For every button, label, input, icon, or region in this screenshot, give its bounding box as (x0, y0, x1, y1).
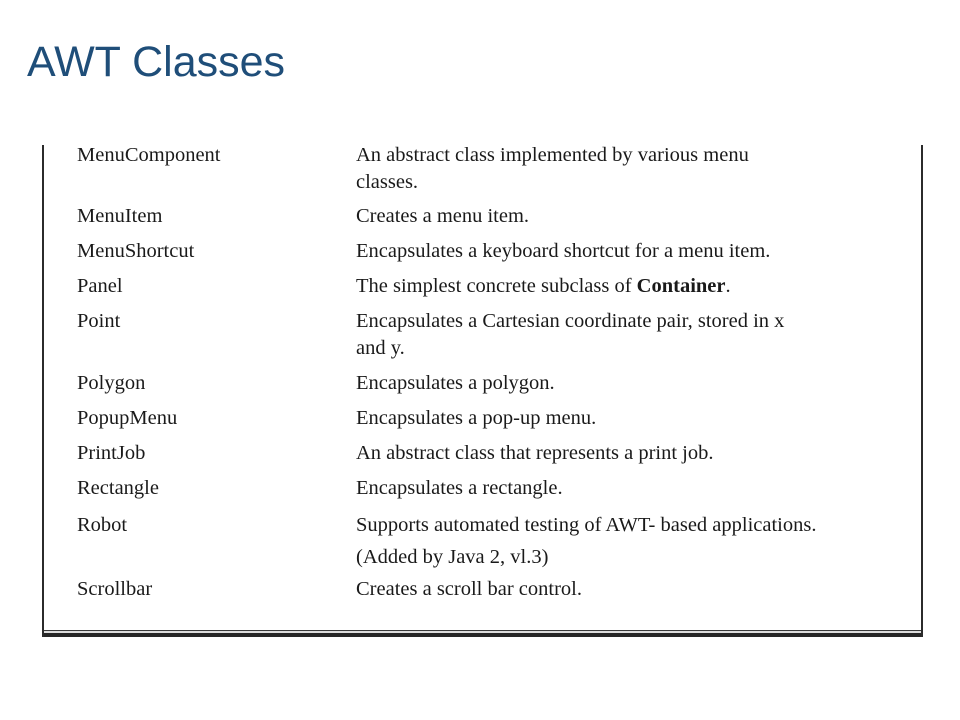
description-line: Creates a menu item. (356, 205, 530, 227)
class-name: Rectangle (77, 477, 159, 499)
class-name: Polygon (77, 372, 146, 394)
description-line: An abstract class that represents a print job. (356, 442, 714, 464)
class-description (356, 576, 911, 603)
class-description (356, 475, 911, 502)
description-line: (Added by Java 2, vl.3) (356, 546, 549, 568)
class-description (356, 203, 911, 230)
description-line: Creates a scroll bar control. (356, 578, 582, 600)
description-line: An abstract class implemented by various menu (356, 144, 749, 166)
class-name: MenuItem (77, 205, 163, 227)
class-description (356, 370, 911, 397)
class-description (356, 405, 911, 432)
description-line: Encapsulates a keyboard shortcut for a menu item. (356, 240, 771, 262)
class-description (356, 238, 911, 265)
class-name: PopupMenu (77, 407, 178, 429)
class-name: MenuShortcut (77, 240, 195, 262)
description-line: classes. (356, 171, 419, 193)
description-line: Encapsulates a polygon. (356, 372, 555, 394)
description-text: . (725, 275, 731, 297)
class-name: Panel (77, 275, 123, 297)
slide-title: AWT Classes (27, 38, 286, 86)
description-line: and y. (356, 337, 405, 359)
description-line: Encapsulates a Cartesian coordinate pair, stored in x (356, 310, 785, 332)
class-description (356, 142, 911, 196)
table-bottom-rule (44, 631, 921, 637)
class-description (356, 440, 911, 467)
class-name: MenuComponent (77, 144, 221, 166)
description-text: The simplest concrete subclass of (356, 275, 637, 297)
description-line: Encapsulates a pop-up menu. (356, 407, 597, 429)
class-description (356, 273, 911, 300)
container-class-name: Container (636, 275, 726, 297)
description-line: Supports automated testing of AWT- based applications. (356, 514, 817, 536)
class-name: Point (77, 310, 121, 332)
class-name: PrintJob (77, 442, 146, 464)
class-name: Robot (77, 514, 128, 536)
awt-classes-table (42, 145, 923, 637)
class-description (356, 308, 911, 362)
description-line: Encapsulates a rectangle. (356, 477, 563, 499)
class-name: Scrollbar (77, 578, 153, 600)
class-description (356, 509, 911, 573)
